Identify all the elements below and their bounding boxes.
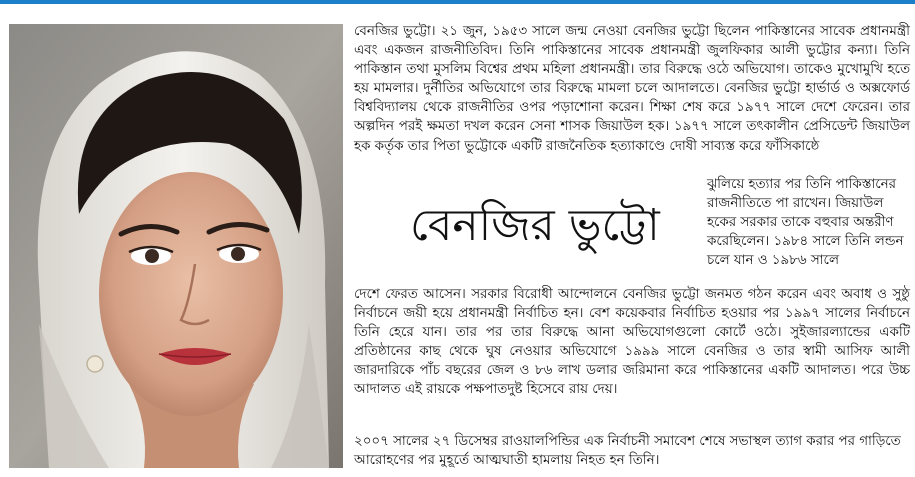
article-paragraph-4: ২০০৭ সালের ২৭ ডিসেম্বর রাওয়ালপিন্ডির এক নির্বাচনী সমাবেশ শেষে সভাস্থল ত্যাগ করার পর গাড়িতে আরোহণের পর মুহূর্তে আত্মঘাতী হামলায় নিহত হন তিনি। xyxy=(354,434,901,469)
article-title: বেনজির ভুট্টো xyxy=(410,200,660,251)
portrait-photo xyxy=(9,24,343,468)
top-accent-rule xyxy=(0,0,915,4)
article-paragraph-3: দেশে ফেরত আসেন। সরকার বিরোধী আন্দোলনে বেনজির ভুট্টো জনমত গঠন করেন এবং অবাধ ও সুষ্ঠু নির্বাচনে জয়ী হয়ে প্রধানমন্ত্রী নির্বাচিত হন। বেশ কয়েকবার নির্বাচিত হওয়ার পর ১৯৯৭ সালের নির্বাচনে তিনি হেরে যান। তার পর তার বিরুদ্ধে আনা অভিযোগগুলো কোর্টে ওঠে। সুইজারল্যান্ডের একটি প্রতিষ্ঠানের কাছ থেকে ঘুষ নেওয়ার অভিযোগে ১৯৯৯ সালে বেনজির ও তার স্বামী আসিফ আলী জারদারিকে পাঁচ বছরের জেল ও ৮৬ লাখ ডলার জরিমানা করে পাকিস্তানের একটি আদালত। পরে উচ্চ আদালত এই রায়কে পক্ষপাতদুষ্ট হিসেবে রায় দেয়। xyxy=(354,287,910,398)
article-paragraph-1: বেনজির ভুট্টো। ২১ জুন, ১৯৫৩ সালে জন্ম নেওয়া বেনজির ভুট্টো ছিলেন পাকিস্তানের সাবেক প্রধানমন্ত্রী এবং একজন রাজনীতিবিদ। তিনি পাকিস্তানের সাবেক প্রধানমন্ত্রী জুলফিকার আলী ভুট্টোর কন্যা। তিনি পাকিস্তান তথা মুসলিম বিশ্বের প্রথম মহিলা প্রধানমন্ত্রী। তার বিরুদ্ধে ওঠে অভিযোগ। তাকেও মুখোমুখি হতে হয় মামলার। দুর্নীতির অভিযোগে তার বিরুদ্ধে মামলা চলে আদালতে। বেনজির ভুট্টো হার্ভার্ড ও অক্সফোর্ড বিশ্ববিদ্যালয় থেকে রাজনীতির ওপর পড়াশোনা করেন। শিক্ষা শেষ করে ১৯৭৭ সালে দেশে ফেরেন। তার অল্পদিন পরই ক্ষমতা দখল করেন সেনা শাসক জিয়াউল হক। ১৯৭৭ সালে তৎকালীন প্রেসিডেন্ট জিয়াউল হক কর্তৃক তার পিতা ভুট্টোকে একটি রাজনৈতিক হত্যাকাণ্ডে দোষী সাব্যস্ত করে ফাঁসিকাষ্ঠে xyxy=(354,24,910,154)
article-paragraph-2: ঝুলিয়ে হত্যার পর তিনি পাকিস্তানের রাজনীতিতে পা রাখেন। জিয়াউল হকের সরকার তাকে বহুবার অন্তরীণ করেছিলেন। ১৯৮৪ সালে তিনি লন্ডন চলে যান ও ১৯৮৬ সালে xyxy=(707,177,904,269)
